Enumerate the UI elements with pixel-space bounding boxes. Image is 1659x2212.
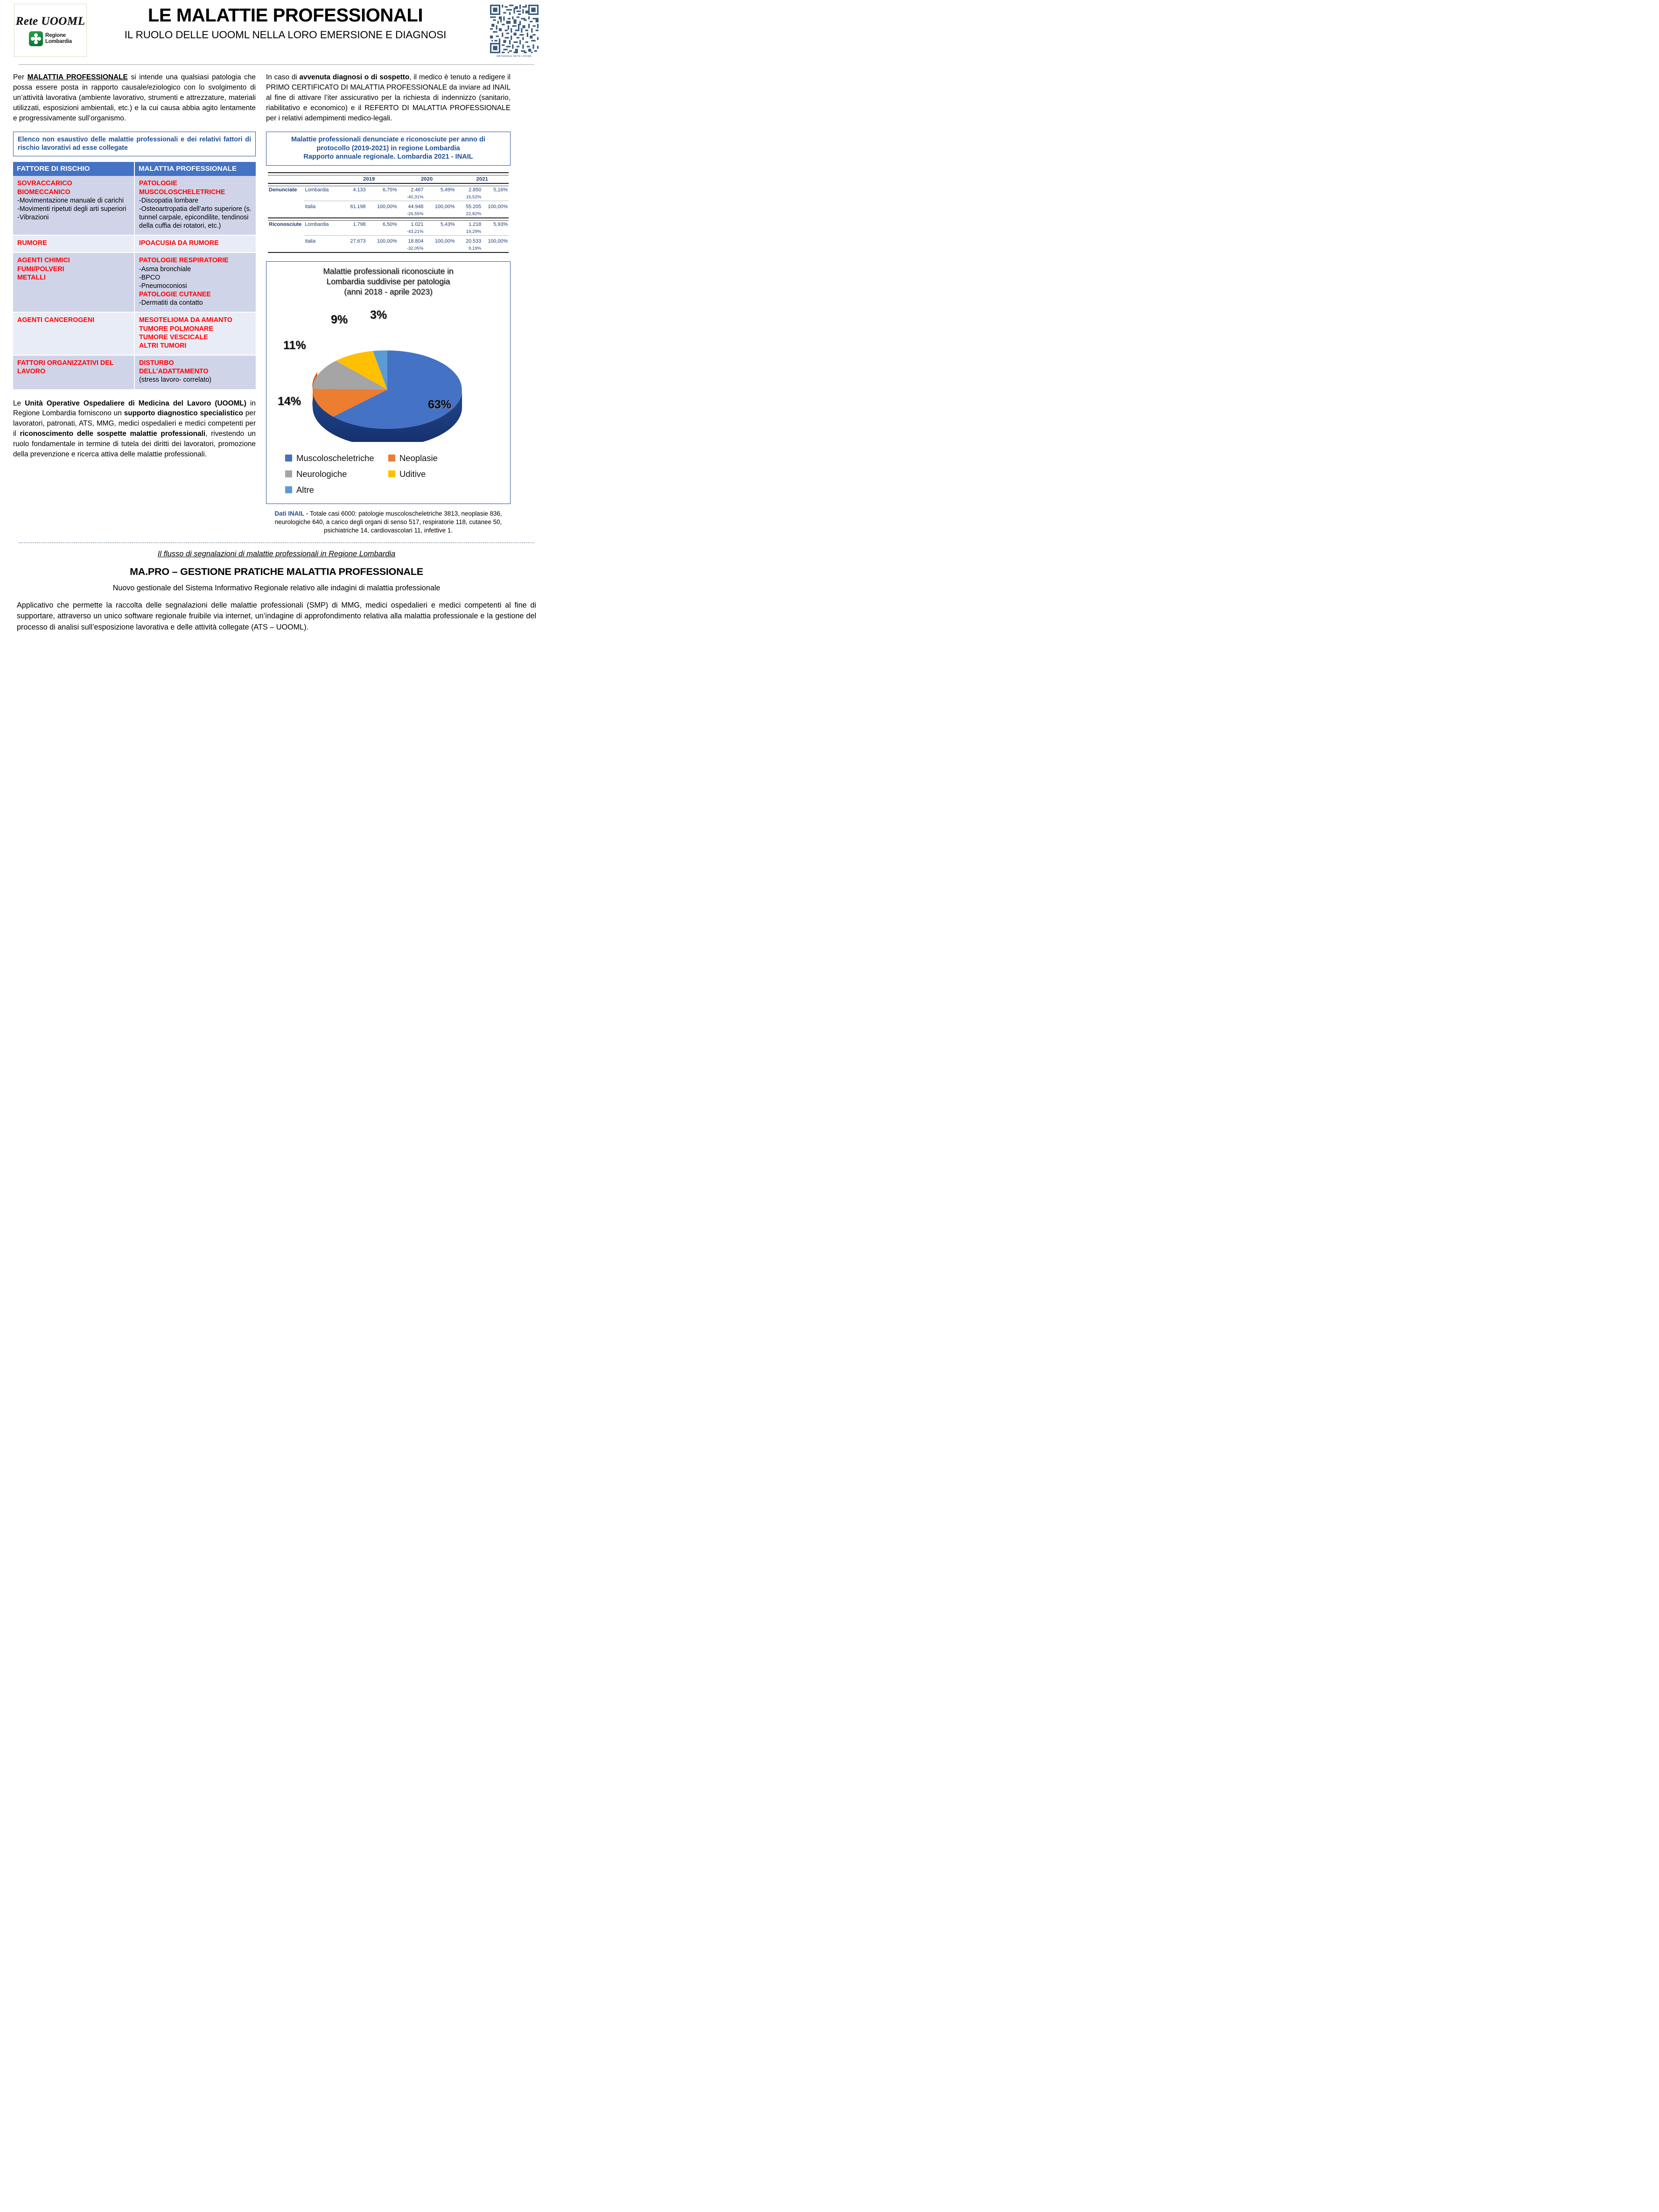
stat-value: 1.021 — [411, 221, 424, 227]
qr-block — [484, 4, 545, 58]
stat-year-2019: 2019 — [363, 176, 375, 182]
legend-swatch-icon — [285, 486, 292, 493]
pie-label-altre: 3% — [370, 308, 387, 322]
table-row — [268, 238, 509, 245]
risk-table-header-row — [13, 162, 256, 176]
table-row — [13, 355, 256, 389]
mapro-subtitle: Nuovo gestionale del Sistema Informativo Regionale relativo alle indagini di malattia professionale — [112, 583, 441, 592]
flusso-heading: Il flusso di segnalazioni di malattie professionali in Regione Lombardia — [157, 549, 396, 558]
stat-area: Italia — [305, 203, 316, 210]
legend-swatch-icon — [388, 470, 395, 477]
stat-pct: 100,00% — [434, 203, 455, 210]
stat-pct: 100,00% — [377, 203, 397, 210]
inail-stat-table — [268, 172, 509, 255]
stat-pct: 100,00% — [488, 203, 508, 210]
document-page — [0, 0, 553, 737]
stat-value: 1.798 — [353, 221, 366, 227]
stat-value: 20.533 — [466, 238, 482, 244]
stat-delta: -40,31% — [406, 194, 424, 200]
risk-disease-line: MESOTELIOMA DA AMIANTO — [139, 316, 232, 324]
stat-value: 1.218 — [469, 221, 482, 227]
stat-pct: 5,49% — [440, 187, 455, 193]
stat-value: 2.467 — [411, 187, 424, 193]
risk-disease-detail: (stress lavoro- correlato) — [139, 376, 211, 384]
stat-delta: 19,29% — [466, 229, 482, 234]
legend-swatch-icon — [285, 470, 292, 477]
pie-label-muscoloscheletriche: 63% — [428, 398, 452, 411]
stat-delta: -43,21% — [406, 229, 424, 234]
stat-blank-1 — [268, 175, 304, 183]
risk-factor-line: BIOMECCANICO — [17, 188, 70, 196]
risk-factor-line: AGENTI CHIMICI — [17, 257, 70, 265]
table-row-variation — [268, 245, 509, 252]
regione-lombardia-rose-icon — [29, 31, 43, 46]
table-row — [268, 203, 509, 210]
stat-table-wrap — [266, 172, 511, 255]
stat-area: Italia — [305, 238, 316, 244]
risk-table-caption: Elenco non esaustivo delle malattie professionali e dei relativi fattori di rischio lavorativi ad esse collegate — [13, 132, 256, 156]
stat-pct: 5,43% — [440, 221, 455, 227]
risk-cell-factor — [13, 355, 134, 389]
stat-caption-line2: protocollo (2019-2021) in regione Lombardia — [316, 144, 460, 152]
risk-factor-detail: -Vibrazioni — [17, 214, 49, 221]
risk-cell-disease — [134, 252, 256, 312]
table-row — [13, 312, 256, 355]
risk-disease-detail: -Asma bronchiale — [139, 265, 191, 273]
risk-table — [13, 162, 256, 390]
logo-regione-line2: Lombardia — [45, 38, 72, 44]
risk-disease-detail: -Discopatia lombare — [139, 196, 199, 204]
table-row — [268, 186, 509, 194]
stat-table-caption — [266, 132, 511, 166]
stat-pct: 6,50% — [382, 221, 397, 227]
page-title: LE MALATTIE PROFESSIONALI — [147, 5, 423, 26]
stat-pct: 100,00% — [377, 238, 397, 244]
certificate-bold-term: avvenuta diagnosi o di sospetto — [299, 73, 410, 81]
stat-year-2021: 2021 — [476, 176, 488, 182]
risk-factor-line: SOVRACCARICO — [17, 180, 72, 188]
certificate-paragraph — [266, 72, 511, 123]
pie-label-neoplasie: 14% — [278, 394, 301, 408]
risk-disease-line: PATOLOGIE RESPIRATORIE — [139, 257, 229, 265]
uooml-t4: , rivestendo un ruolo fondamentale in termine di tutela dei diritti dei lavoratori, promozione della prevenzione e ricerca attiva delle malattie professionali. — [13, 430, 256, 458]
stat-value: 4.133 — [353, 187, 366, 193]
qr-caption: MATERIALE RETE UOOML — [497, 55, 532, 58]
stat-pct: 100,00% — [434, 238, 455, 244]
uooml-t2: in Regione Lombardia forniscono un — [13, 399, 256, 418]
risk-factor-detail: -Movimentazione manuale di carichi — [17, 196, 124, 204]
risk-factor-line: AGENTI CANCEROGENI — [17, 316, 95, 324]
risk-disease-detail: -BPCO — [139, 273, 161, 281]
uooml-b1: Unità Operative Ospedaliere di Medicina del Lavoro (UOOML) — [25, 399, 246, 407]
risk-factor-detail: -Movimenti ripetuti degli arti superiori — [17, 205, 126, 213]
stat-caption-line3: Rapporto annuale regionale. Lombardia 2021 - INAIL — [303, 153, 473, 161]
table-row — [13, 252, 256, 312]
stat-caption-line1: Malattie professionali denunciate e riconosciute per anno di — [291, 136, 485, 144]
mapro-description: Applicativo che permette la raccolta delle segnalazioni delle malattie professionali (SMP) di MMG, medici ospedalieri e medici competenti al fine di supportare, attraverso un unico software regionale fruibile via internet, un’indagine di approfondimento relativa alla malattia professionale e la gestione del processo di analisi sull’esposizione lavorativa e delle attività collegate (ATS – UOOML). — [17, 601, 536, 631]
qr-code-icon[interactable] — [490, 5, 539, 53]
risk-disease-line: DISTURBO — [139, 359, 174, 367]
legend-item-muscoloscheletriche[interactable] — [285, 453, 388, 463]
stat-delta: 22,82% — [466, 211, 482, 217]
chart-caption — [266, 510, 511, 535]
legend-label: Neurologiche — [296, 469, 347, 479]
title-block — [87, 4, 484, 41]
stat-group-riconosciute: Riconosciute — [269, 221, 302, 227]
pie-title-line2: Lombardia suddivise per patologia — [326, 276, 450, 286]
table-row-variation — [268, 210, 509, 218]
pie-chart-legend — [270, 448, 506, 498]
uooml-t1: Le — [13, 399, 25, 407]
risk-factor-line: RUMORE — [17, 239, 47, 247]
stat-delta: 15,52% — [466, 194, 482, 200]
logo-regione-lombardia — [29, 31, 72, 46]
pie-chart-area — [270, 299, 506, 448]
stat-delta: 9,19% — [468, 245, 482, 251]
stat-pct: 6,75% — [382, 187, 397, 193]
certificate-rest: , il medico è tenuto a redigere il PRIMO CERTIFICATO DI MALATTIA PROFESSIONALE da inviare ad INAIL al fine di attivare l’iter assicurativo per la richiesta di indennizzo (sanitario, riabilitativo e economico) e il REFERTO DI MALATTIA PROFESSIONALE per i relativi adempimenti medico-legali. — [266, 73, 511, 122]
stat-value: 44.948 — [408, 203, 424, 210]
stat-value: 18.804 — [408, 238, 424, 244]
risk-factor-line: FUMI/POLVERI — [17, 265, 64, 273]
pie-chart-title — [270, 266, 506, 297]
logo-regione-label — [45, 33, 72, 45]
stat-value: 55.205 — [466, 203, 482, 210]
risk-disease-detail: -Dermatiti da contatto — [139, 299, 203, 307]
stat-area: Lombardia — [305, 187, 329, 193]
risk-cell-disease — [134, 176, 256, 235]
stat-pct: 100,00% — [488, 238, 508, 244]
table-row — [13, 235, 256, 252]
stat-delta: -32,05% — [406, 245, 424, 251]
pie-chart-panel — [266, 261, 511, 504]
risk-cell-factor — [13, 252, 134, 312]
risk-cell-disease — [134, 312, 256, 355]
risk-cell-factor — [13, 235, 134, 252]
table-row — [13, 176, 256, 235]
uooml-b2: supporto diagnostico specialistico — [124, 409, 243, 418]
stat-value: 2.850 — [469, 187, 482, 193]
legend-label: Neoplasie — [399, 453, 438, 463]
risk-cell-factor — [13, 312, 134, 355]
risk-table-header-disease: MALATTIA PROFESSIONALE — [134, 162, 256, 176]
document-header — [7, 0, 546, 62]
pie-label-neurologiche: 11% — [283, 338, 306, 352]
stat-year-header-row — [268, 175, 509, 183]
legend-swatch-icon — [285, 455, 292, 462]
legend-label: Altre — [296, 484, 314, 495]
definition-bold-term: MALATTIA PROFESSIONALE — [27, 73, 128, 81]
risk-disease-line: TUMORE VESCICALE — [139, 333, 208, 341]
table-row — [268, 220, 509, 228]
legend-item-neurologiche[interactable] — [285, 469, 388, 479]
uooml-paragraph — [13, 399, 256, 460]
legend-item-altre[interactable] — [285, 485, 388, 495]
risk-disease-line: TUMORE POLMONARE — [139, 325, 213, 333]
definition-rest: si intende una qualsiasi patologia che possa essere posta in rapporto causale/eziologico con lo svolgimento di un’attività lavorativa (ambiente lavorativo, strumenti e attrezzature, materiali utilizzati, esposizioni ambientali, etc.) e la cui causa abbia agito lentamente e progressivamente sull’organismo. — [13, 73, 256, 122]
pie-title-line1: Malattie professionali riconosciute in — [323, 266, 454, 276]
risk-disease-detail: -Pneumoconiosi — [139, 282, 187, 290]
risk-factor-line: METALLI — [17, 273, 46, 281]
chart-caption-source: Dati INAIL - — [274, 510, 310, 517]
stat-blank-2 — [304, 175, 340, 183]
risk-cell-disease — [134, 235, 256, 252]
page-subtitle: IL RUOLO DELLE UOOML NELLA LORO EMERSIONE E DIAGNOSI — [124, 29, 447, 41]
risk-factor-line: FATTORI ORGANIZZATIVI DEL LAVORO — [17, 359, 114, 376]
mapro-title: MA.PRO – GESTIONE PRATICHE MALATTIA PROFESSIONALE — [130, 566, 423, 577]
legend-label: Muscoloscheletriche — [296, 453, 374, 463]
pie-title-line3: (anni 2018 - aprile 2023) — [344, 287, 433, 296]
stat-delta: -26,55% — [406, 211, 424, 217]
legend-item-uditive[interactable] — [388, 469, 491, 479]
header-divider — [19, 64, 534, 65]
uooml-t3: per lavoratori, patronati, ATS, MMG, medici ospedalieri e medici competenti per il — [13, 409, 256, 438]
stat-value: 27.673 — [350, 238, 366, 244]
risk-disease-line: PATOLOGIE — [139, 180, 177, 188]
stat-rule-bottom — [268, 252, 509, 255]
logo-regione-line1: Regione — [45, 32, 66, 38]
stat-value: 61.198 — [350, 203, 366, 210]
risk-disease-line: IPOACUSIA DA RUMORE — [139, 239, 219, 247]
stat-pct: 5,93% — [493, 221, 508, 227]
stat-area: Lombardia — [305, 221, 329, 227]
certificate-prefix: In caso di — [266, 73, 300, 81]
risk-disease-detail: -Osteoartropatia dell’arto superiore (s. tunnel carpale, epicondilite, tendinosi della cuffia dei rotatori, etc.) — [139, 205, 252, 230]
definition-paragraph — [13, 72, 256, 123]
content-columns — [7, 72, 546, 535]
legend-swatch-icon — [388, 455, 395, 462]
table-row-variation — [268, 228, 509, 236]
pie-label-uditive: 9% — [331, 313, 348, 326]
left-column — [13, 72, 256, 535]
legend-label: Uditive — [399, 469, 426, 479]
risk-disease-line: DELL’ADATTAMENTO — [139, 368, 209, 376]
risk-disease-line: ALTRI TUMORI — [139, 342, 187, 350]
right-column — [266, 72, 511, 535]
pie-chart-graphic[interactable] — [295, 302, 482, 442]
logo-rete-text: Rete UOOML — [15, 14, 85, 28]
risk-cell-factor — [13, 176, 134, 235]
legend-item-neoplasie[interactable] — [388, 453, 491, 463]
risk-table-header-factor: FATTORE DI RISCHIO — [13, 162, 134, 176]
logo-rete-uooml — [14, 4, 87, 57]
stat-group-denunciate: Denunciate — [269, 187, 297, 193]
risk-disease-line: PATOLOGIE CUTANEE — [139, 291, 211, 299]
risk-cell-disease — [134, 355, 256, 389]
stat-pct: 5,16% — [493, 187, 508, 193]
definition-prefix: Per — [13, 73, 28, 81]
risk-disease-line: MUSCOLOSCHELETRICHE — [139, 188, 225, 196]
table-row-variation — [268, 194, 509, 201]
chart-caption-detail: Totale casi 6000: patologie muscoloscheletriche 3813, neoplasie 836, neurologiche 640, a carico degli organi di senso 517, respiratorie 118, cutanee 50, psichiatriche 14, cardiovascolari 11, infettive 1. — [274, 510, 502, 534]
stat-year-2020: 2020 — [420, 176, 433, 182]
footer-divider — [19, 542, 534, 543]
uooml-b3: riconoscimento delle sospette malattie professionali — [20, 430, 206, 438]
